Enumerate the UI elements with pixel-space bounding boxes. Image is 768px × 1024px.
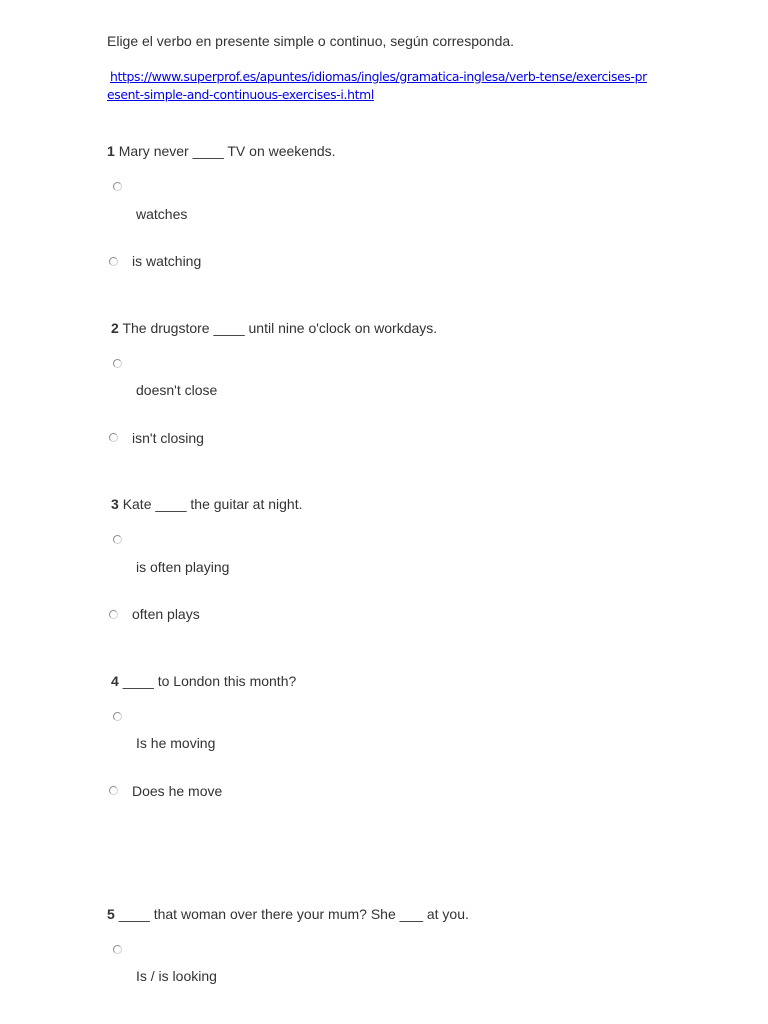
- question-number: 1: [107, 143, 115, 159]
- question-2: [111, 320, 437, 336]
- option-label[interactable]: often plays: [132, 606, 200, 622]
- option-label[interactable]: is often playing: [136, 559, 230, 575]
- radio-button[interactable]: [113, 535, 122, 544]
- question-text: The drugstore ____ until nine o'clock on workdays.: [122, 320, 438, 336]
- radio-button[interactable]: [109, 433, 118, 442]
- radio-button[interactable]: [109, 786, 118, 795]
- option-label[interactable]: Is / is looking: [136, 968, 217, 984]
- exercise-link[interactable]: https://www.superprof.es/apuntes/idiomas/ingles/gramatica-inglesa/verb-tense/exercises-present-simple-and-continuous-exercises-i.html: [107, 69, 647, 102]
- option-label[interactable]: Is he moving: [136, 735, 216, 751]
- radio-button[interactable]: [113, 359, 122, 368]
- question-number: 3: [111, 496, 119, 512]
- question-1: [107, 143, 336, 159]
- question-number: 2: [111, 320, 119, 336]
- radio-button[interactable]: [109, 257, 118, 266]
- question-5: [107, 906, 469, 922]
- option-label[interactable]: isn't closing: [132, 430, 204, 446]
- radio-button[interactable]: [113, 712, 122, 721]
- question-4: [111, 673, 296, 689]
- option-label[interactable]: is watching: [132, 253, 202, 269]
- question-text: Mary never ____ TV on weekends.: [118, 143, 336, 159]
- question-number: 5: [107, 906, 115, 922]
- radio-button[interactable]: [113, 182, 122, 191]
- question-text: ____ to London this month?: [122, 673, 297, 689]
- radio-button[interactable]: [109, 610, 118, 619]
- option-label[interactable]: watches: [136, 206, 188, 222]
- option-label[interactable]: Does he move: [132, 783, 223, 799]
- option-label[interactable]: doesn't close: [136, 382, 218, 398]
- question-text: Kate ____ the guitar at night.: [122, 496, 303, 512]
- radio-button[interactable]: [113, 945, 122, 954]
- question-3: [111, 496, 303, 512]
- question-text: ____ that woman over there your mum? She ___ at you.: [118, 906, 469, 922]
- instructions: Elige el verbo en presente simple o continuo, según corresponda.: [107, 33, 515, 49]
- question-number: 4: [111, 673, 119, 689]
